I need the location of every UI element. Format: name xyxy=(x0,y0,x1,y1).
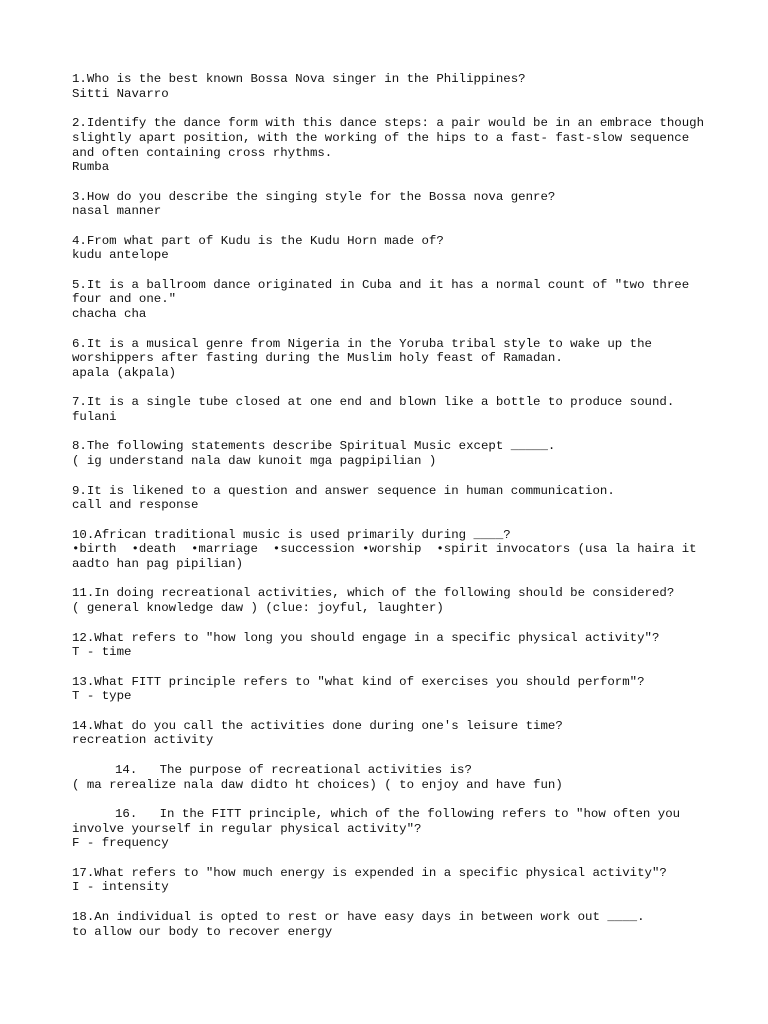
answer-text: Sitti Navarro xyxy=(72,86,169,101)
question-item xyxy=(72,528,712,572)
answer-text: fulani xyxy=(72,410,117,425)
answer-text: T - type xyxy=(72,689,132,704)
question-item xyxy=(72,116,712,175)
question-item xyxy=(72,675,712,704)
answer-text: Rumba xyxy=(72,160,110,175)
question-item xyxy=(72,278,712,322)
question-item xyxy=(72,337,712,381)
question-text: 12.What refers to "how long you should engage in a specific physical activity"? xyxy=(72,630,660,645)
answer-text: •birth •death •marriage •succession •worship •spirit invocators (usa la haira it aadto han pag pipilian) xyxy=(72,542,705,572)
question-item xyxy=(72,234,712,263)
question-text: 8.The following statements describe Spiritual Music except _____. xyxy=(72,439,556,454)
question-text: 17.What refers to "how much energy is expended in a specific physical activity"? xyxy=(72,865,667,880)
question-item xyxy=(72,190,712,219)
answer-text: T - time xyxy=(72,645,132,660)
question-text: 9.It is likened to a question and answer sequence in human communication. xyxy=(72,483,615,498)
question-item xyxy=(72,395,712,424)
question-text: 3.How do you describe the singing style for the Bossa nova genre? xyxy=(72,189,556,204)
answer-text: F - frequency xyxy=(72,836,169,851)
document-page xyxy=(72,72,712,954)
answer-text: apala (akpala) xyxy=(72,365,177,380)
answer-text: recreation activity xyxy=(72,733,214,748)
question-text: 4.From what part of Kudu is the Kudu Horn made of? xyxy=(72,233,444,248)
answer-text: ( general knowledge daw ) (clue: joyful, laughter) xyxy=(72,601,444,616)
question-text: 5.It is a ballroom dance originated in Cuba and it has a normal count of "two three four and one." xyxy=(72,277,697,307)
question-text: 7.It is a single tube closed at one end and blown like a bottle to produce sound. xyxy=(72,395,675,410)
answer-text: I - intensity xyxy=(72,880,169,895)
question-item xyxy=(72,72,712,101)
question-text: 16. In the FITT principle, which of the following refers to "how often you involve yourself in regular physical activity"? xyxy=(72,806,688,836)
answer-text: ( ma rerealize nala daw didto ht choices) ( to enjoy and have fun) xyxy=(72,777,563,792)
question-item xyxy=(72,484,712,513)
question-item xyxy=(72,763,712,792)
question-item xyxy=(72,586,712,615)
answer-text: ( ig understand nala daw kunoit mga pagpipilian ) xyxy=(72,454,437,469)
question-item xyxy=(72,866,712,895)
answer-text: to allow our body to recover energy xyxy=(72,924,333,939)
question-text: 6.It is a musical genre from Nigeria in the Yoruba tribal style to wake up the worshippers after fasting during the Muslim holy feast of Ramadan. xyxy=(72,336,660,366)
question-text: 10.African traditional music is used primarily during ____? xyxy=(72,527,511,542)
question-item xyxy=(72,631,712,660)
question-item xyxy=(72,719,712,748)
answer-text: chacha cha xyxy=(72,307,147,322)
question-item xyxy=(72,807,712,851)
answer-text: call and response xyxy=(72,498,199,513)
question-item xyxy=(72,439,712,468)
question-text: 18.An individual is opted to rest or have easy days in between work out ____. xyxy=(72,909,645,924)
question-text: 2.Identify the dance form with this dance steps: a pair would be in an embrace though slightly apart position, with the working of the hips to a fast- fast-slow sequence and often containing cross rhythms. xyxy=(72,116,712,160)
answer-text: nasal manner xyxy=(72,204,162,219)
question-text: 14.What do you call the activities done during one's leisure time? xyxy=(72,718,563,733)
question-text: 14. The purpose of recreational activities is? xyxy=(115,762,472,777)
answer-text: kudu antelope xyxy=(72,248,169,263)
question-text: 1.Who is the best known Bossa Nova singer in the Philippines? xyxy=(72,72,526,86)
question-text: 13.What FITT principle refers to "what kind of exercises you should perform"? xyxy=(72,674,645,689)
question-item xyxy=(72,910,712,939)
question-text: 11.In doing recreational activities, which of the following should be considered? xyxy=(72,586,675,601)
